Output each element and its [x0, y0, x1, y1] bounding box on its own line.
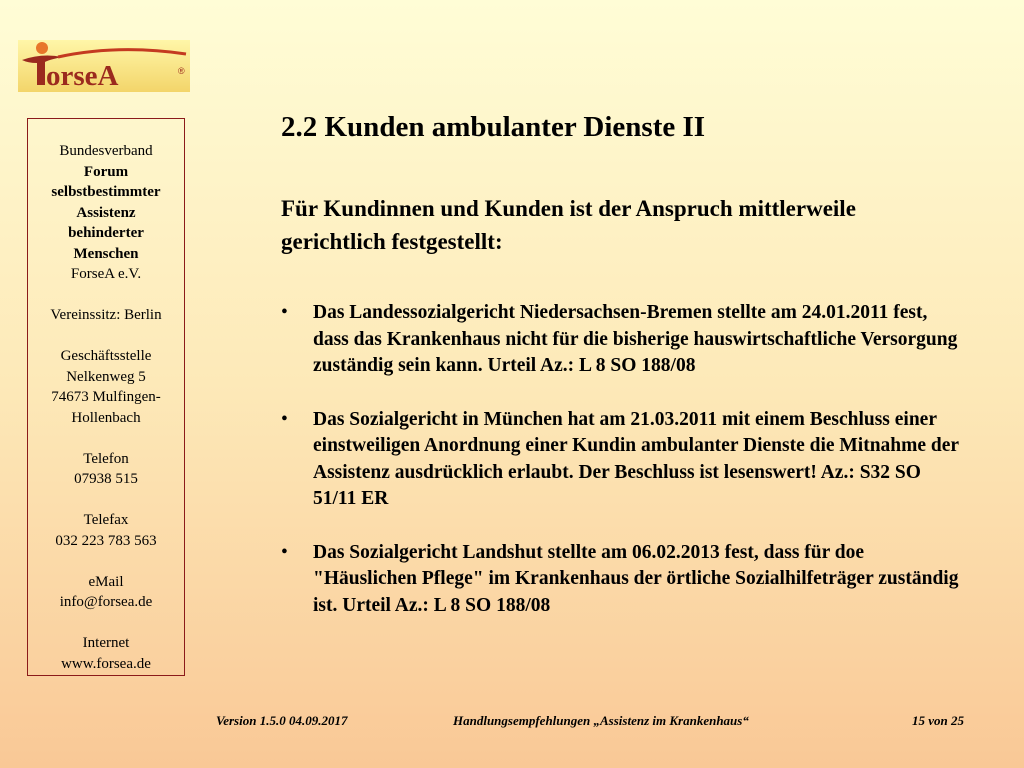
- sidebar-line: Bundesverband: [59, 143, 153, 159]
- sidebar-office-label: Geschäftsstelle: [60, 348, 152, 364]
- slide-subtitle: Für Kundinnen und Kunden ist der Anspruch mittlerweile gerichtlich festgestellt:: [281, 196, 856, 254]
- sidebar-city: 74673 Mulfingen-: [51, 389, 161, 405]
- sidebar-city: Hollenbach: [71, 409, 141, 426]
- sidebar-street: Nelkenweg 5: [66, 368, 146, 385]
- sidebar-org-line: Assistenz: [76, 204, 136, 221]
- sidebar-email-label: eMail: [88, 573, 124, 590]
- sidebar-seat: Vereinssitz: Berlin: [50, 307, 162, 323]
- slide-title: 2.2 Kunden ambulanter Dienste II: [281, 111, 706, 143]
- footer-page-number: 15 von 25: [912, 713, 964, 728]
- bullet-list: [281, 300, 961, 646]
- footer-version: Version 1.5.0 04.09.2017: [216, 713, 348, 728]
- list-item: [281, 540, 961, 620]
- bullet-icon: •: [281, 408, 288, 430]
- contact-sidebar: [27, 118, 185, 676]
- sidebar-web[interactable]: www.forsea.de: [61, 655, 151, 672]
- sidebar-web-label: Internet: [82, 635, 130, 651]
- sidebar-org-line: behinderter: [68, 225, 144, 241]
- list-item: [281, 300, 961, 380]
- sidebar-org-short: ForseA e.V.: [70, 266, 142, 282]
- forsea-logo: [18, 40, 190, 92]
- sidebar-email[interactable]: info@forsea.de: [59, 594, 153, 610]
- svg-text:®: ®: [178, 66, 185, 76]
- bullet-text: Das Sozialgericht Landshut stellte am 06.02.2013 fest, dass für doe "Häuslichen Pflege" im Krankenhaus der örtliche Sozialhilfeträger zuständig ist. Urteil Az.: L 8 SO 188/08: [313, 541, 959, 616]
- bullet-icon: •: [281, 541, 288, 563]
- sidebar-org-line: Forum: [83, 163, 129, 180]
- bullet-text: Das Landessozialgericht Niedersachsen-Bremen stellte am 24.01.2011 fest, dass das Krankenhaus nicht für die bisherige hauswirtschaftliche Versorgung zuständig sein kann. Urteil Az.: L 8 SO 188/08: [313, 302, 958, 376]
- sidebar-org-line: selbstbestimmter: [51, 184, 161, 200]
- sidebar-fax-label: Telefax: [83, 512, 129, 528]
- svg-text:orseA: orseA: [46, 60, 119, 92]
- list-item: [281, 407, 961, 513]
- sidebar-phone: 07938 515: [74, 471, 138, 487]
- sidebar-fax: 032 223 783 563: [55, 532, 157, 549]
- bullet-text: Das Sozialgericht in München hat am 21.03.2011 mit einem Beschluss einer einstweiligen Anordnung einer Kundin ambulanter Dienste die Mitnahme der Assistenz ausdrücklich erlaubt. Der Beschluss ist lesenswert! Az.: S32 SO 51/11 ER: [313, 408, 959, 509]
- footer-document-title: Handlungsempfehlungen „Assistenz im Krankenhaus“: [453, 713, 749, 728]
- sidebar-phone-label: Telefon: [83, 450, 129, 467]
- bullet-icon: •: [281, 302, 288, 323]
- sidebar-org-line: Menschen: [73, 245, 139, 262]
